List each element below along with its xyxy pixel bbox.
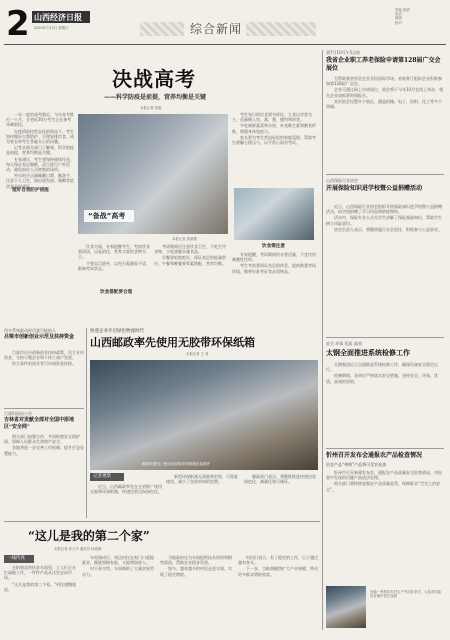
lead-photo-credit: 本报记者 曾丽摄 bbox=[172, 237, 197, 241]
right-column-divider bbox=[322, 50, 323, 630]
bottom-byline: 本报记者 张文华 通讯员 杨淑静 bbox=[54, 547, 102, 551]
left-article2-title: 吉林省对贡献全部对全国中原地区“安全网” bbox=[4, 417, 75, 430]
lead-subhead-3: 饮食搭配要合理 bbox=[100, 290, 133, 295]
middle-title: 山西邮政率先使用无胶带环保纸箱 bbox=[90, 336, 255, 349]
editor-lines bbox=[395, 8, 447, 25]
bottom-section-rule bbox=[4, 521, 320, 522]
lead-side-photo bbox=[234, 188, 314, 240]
middle-kicker: 快递企业开启绿色物流时代 bbox=[90, 329, 144, 334]
right-article4-body: 忻州市召开新闻发布会，通报农产品质量安全检查情况，对检查中发现的问题产品依法处理。 相关部门将持续加强农产品质量监管，保障群众“舌尖上的安全”。 bbox=[326, 470, 442, 492]
left-column bbox=[4, 328, 84, 518]
left-article1-title: 吕梁市创新创业示范及扶持资金 bbox=[4, 334, 75, 340]
bottom-title: “这儿是我的第二个家” bbox=[28, 529, 150, 543]
bottom-body-col2: 车间建成后，周边村民在家门口就能就业，既能照顾家庭，又能增加收入。 村干部介绍，车间吸纳了大量贫困劳动力。 bbox=[82, 555, 154, 577]
middle-sub-label: 记者观察 bbox=[93, 474, 111, 479]
lead-subtitle: ——科学防疫是前提，营养均衡是关键 bbox=[104, 94, 207, 101]
right-divider-3 bbox=[326, 448, 444, 449]
masthead-rule bbox=[4, 44, 446, 45]
right-article3-body: 太钢集团近日全面推进系统检修工作，确保设备安全稳定运行。 检修期间，各单位严格落实安全措施，坚持安全、环保、优质、高效的原则。 bbox=[326, 362, 438, 384]
right-article1-title: 我省企业职工养老保险申请第128届广交会展位 bbox=[326, 57, 441, 72]
left-article1-body: 吕梁市出台创新创业扶持政策，设立专项资金，支持小微企业和个体工商户发展。 符合条件的创业者可申请资金扶持。 bbox=[4, 350, 84, 367]
lead-photo-caption: “备战”高考 bbox=[88, 212, 126, 220]
lead-body-col5: 专家提醒，考试期间饮水要适量，不宜饮用刺激性饮料。 考生考前要保证充足的休息，提前熟悉考场环境，携带好准考证等必需物品。 bbox=[232, 252, 316, 274]
page-number: 2 bbox=[6, 4, 30, 44]
right-bottom-photo bbox=[326, 586, 366, 628]
bottom-body-col4: 村民们表示，有了稳定的工作，日子越过越有奔头。 下一步，当地将继续扩大产业规模，带动更多群众增收致富。 bbox=[238, 555, 318, 577]
lead-subhead-2: 饮食需注意 bbox=[262, 244, 285, 249]
lead-body-col4: 考生每日的饮食要多样化，主食以谷类为主，适量摄入鱼、禽、蛋、瘦肉和奶类。 多吃新鲜蔬菜和水果，补充维生素和膳食纤维，增强身体免疫力。 家长要为考生营造轻松的家庭氛围，帮助考生缓解心理压力，以平常心面对考试。 bbox=[232, 112, 316, 146]
bottom-feature bbox=[4, 523, 320, 638]
section-banner-pattern bbox=[140, 22, 184, 36]
paper-name: 山西经济日报 bbox=[34, 12, 82, 22]
right-article1-body: 为帮助我省外贸企业开拓国际市场，省商务厅组织企业积极参加第128届广交会。 企业可通过网上申请展位，展会将于今年10月在线上举办，相关企业请抓紧时间报名。 本次展会设置多个展区，涵盖机械、电子、纺织、化工等多个领域。 bbox=[326, 76, 444, 110]
editor-line: 排版： bbox=[395, 16, 406, 21]
middle-photo bbox=[90, 360, 318, 470]
lead-body-col3: 考试期间应注意饮食卫生，不吃生冷食物，少吃油腻辛辣食品。 早餐要吃饱吃好，保证充足的能量供应；午餐和晚餐要荤素搭配，营养均衡。 bbox=[154, 244, 226, 266]
bottom-kicker: 一线传真 bbox=[7, 556, 25, 561]
right-bottom-caption: 坐镇一季度的乡村生产劳动好帮手，太原市阳曲县各镇村民忙碌着 bbox=[370, 590, 442, 599]
right-column bbox=[326, 50, 446, 635]
middle-body-col2: 新型环保纸箱无需胶带封装，可重复使用，减少了包装材料的浪费。 bbox=[166, 474, 238, 485]
left-column-divider bbox=[86, 328, 87, 518]
date-line: 2020年7月5日 星期日 bbox=[34, 26, 69, 30]
right-article3-title: 太钢全面推进系统检修工作 bbox=[326, 348, 410, 357]
section-banner-pattern-right bbox=[246, 22, 316, 36]
lead-body-col2: 饮食方面，专家提醒考生，考前饮食要清淡，以易消化、营养丰富的食物为主。 不要盲目进补，以免引起肠胃不适，影响考试状态。 bbox=[78, 244, 150, 271]
middle-body-col3: 邮政部门表示，将继续推进快递包装绿色化、减量化和可循环。 bbox=[244, 474, 316, 485]
right-article2-title: 开展保险知识进学校暨公益捐赠活动 bbox=[326, 185, 423, 192]
right-article4-title: 忻州召开发布会通报农产品检查情况 bbox=[326, 452, 423, 459]
left-article2-kicker: 吕梁科技局公告 bbox=[4, 411, 32, 416]
bottom-body-col3: 当地政府还为车间提供技术培训和销售渠道，帮助企业稳步发展。 如今，越来越多的村民走进车间，实现了稳定增收。 bbox=[160, 555, 232, 577]
masthead bbox=[0, 0, 450, 48]
editor-line: 责编 张婧 bbox=[395, 8, 410, 12]
left-divider bbox=[4, 408, 84, 409]
right-article1-kicker: 到7月10号午5点前 bbox=[326, 50, 361, 55]
right-article2-kicker: 山西保险行业协会 bbox=[326, 178, 358, 183]
middle-feature bbox=[90, 328, 318, 518]
lead-subhead-1: 理好自我防护措施 bbox=[12, 188, 49, 193]
editor-line: 校对： bbox=[395, 20, 406, 25]
lead-byline: 本报记者 曾丽 bbox=[140, 106, 162, 110]
right-divider-1 bbox=[326, 174, 444, 175]
lead-title: 决战高考 bbox=[112, 67, 196, 91]
right-article3-kicker: 安全 环保 优质 高效 bbox=[326, 341, 362, 346]
lead-body-col1: 一年一度的高考临近，今年高考推迟一个月，全省近30万考生正在备考冲刺阶段。 在疫情防控常态化的情况下，考生如何做好自我防护、合理安排饮食，成为家长和考生普遍关心的问题。 记者从相关部门了解到，科学防疫是前提，营养均衡是关键。 专家建议，考生要保持规律作息，每天保证充足睡眠，适当进行户外活动，避免前往人员密集的场所。 外出时应正确佩戴口罩，勤洗手，注意个人卫生，如出现发热、咳嗽等症状要及时就医。 bbox=[6, 112, 74, 189]
middle-byline: 本报记者 王 青 bbox=[186, 352, 209, 356]
left-article1-kicker: 用多系统驱动时代就可能的人 bbox=[4, 328, 56, 333]
left-article2-body: 相关部门加强合作，共同织密安全防护网，保障人民群众生命财产安全。 各地将进一步完善工作机制，提升应急处置能力。 bbox=[4, 434, 84, 456]
bottom-body-col1: 在阳曲县的扶贫车间里，工人们正在忙碌地工作，一件件产品从这里走向市场。 “这儿是我的第二个家。”村民感慨地说。 bbox=[4, 565, 77, 592]
middle-body-col1: 近日，山西邮政率先在全省推广使用无胶带环保纸箱，快递包装迈向绿色化。 bbox=[90, 484, 162, 495]
right-divider-2 bbox=[326, 337, 444, 338]
section-title: 综合新闻 bbox=[190, 22, 243, 36]
middle-photo-caption: 邮政快递员工使用无胶带环保纸箱包装邮件 bbox=[142, 462, 211, 466]
editor-line: 电话： bbox=[395, 12, 406, 17]
lead-article bbox=[4, 50, 320, 325]
right-article4-subtitle: 治农产品“带病”产品将可受农检查 bbox=[326, 462, 387, 467]
right-article2-body: 近日，山西保险行业协会组织开展保险知识进学校暨公益捐赠活动，向学校捐赠了学习用品和防疫物资。 活动中，保险专业人员为学生讲解了保险基础知识，帮助学生树立风险意识。 协会负责人表示，将继续履行社会责任，积极参与公益事业。 bbox=[326, 204, 442, 232]
